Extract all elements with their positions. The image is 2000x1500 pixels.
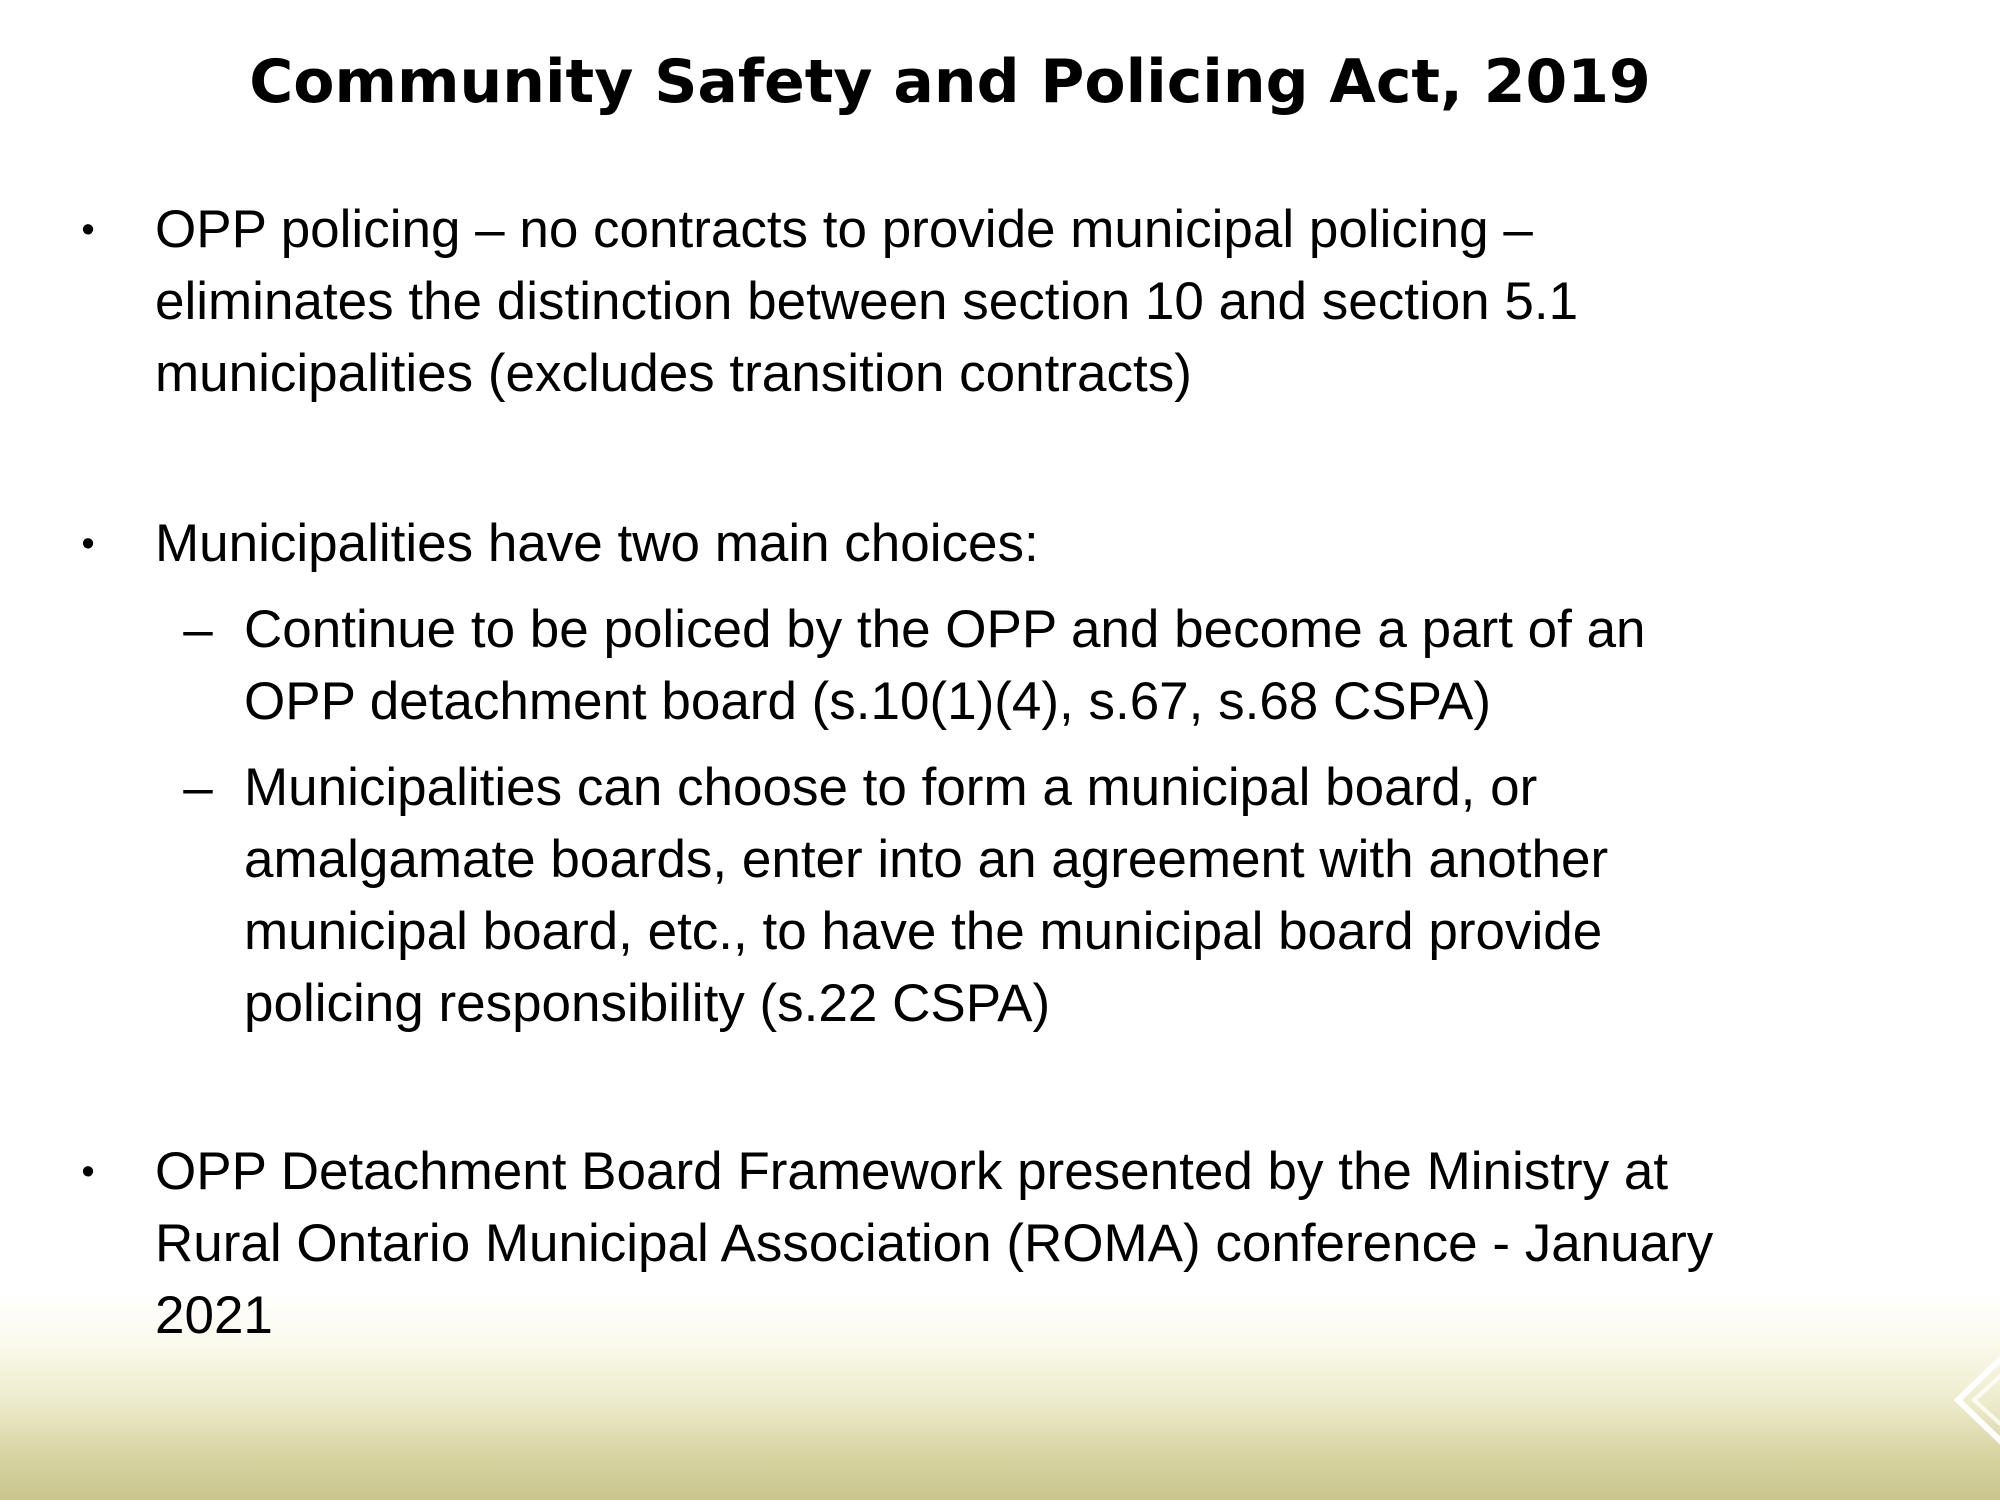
bullet-line: 2021 xyxy=(155,1286,273,1345)
chevron-decoration-icon xyxy=(1950,1340,2000,1460)
bullet-marker: • xyxy=(81,523,95,565)
sub-item-line: OPP detachment board (s.10(1)(4), s.67, s.68 CSPA) xyxy=(244,672,1492,731)
sub-item-opp-detachment xyxy=(244,594,1646,738)
sub-bullet-marker: – xyxy=(183,600,213,659)
slide-title: Community Safety and Policing Act, 2019 xyxy=(249,47,1651,117)
bullet-marker: • xyxy=(81,209,95,251)
sub-item-line: policing responsibility (s.22 CSPA) xyxy=(244,974,1051,1033)
bullet-line: eliminates the distinction between section 10 and section 5.1 xyxy=(155,272,1579,331)
sub-item-line: Continue to be policed by the OPP and become a part of an xyxy=(244,600,1646,659)
bullet-line: Municipalities have two main choices: xyxy=(155,514,1039,573)
bullet-item-framework xyxy=(155,1136,1713,1352)
sub-item-line: municipal board, etc., to have the municipal board provide xyxy=(244,902,1603,961)
bullet-marker: • xyxy=(81,1151,95,1193)
bullet-line: municipalities (excludes transition contracts) xyxy=(155,344,1192,403)
bullet-item-opp-policing xyxy=(155,194,1578,410)
bullet-line: OPP Detachment Board Framework presented by the Ministry at xyxy=(155,1142,1669,1201)
sub-item-municipal-board xyxy=(244,752,1608,1040)
bullet-line: OPP policing – no contracts to provide municipal policing – xyxy=(155,200,1533,259)
sub-item-line: Municipalities can choose to form a municipal board, or xyxy=(244,758,1538,817)
sub-bullet-marker: – xyxy=(183,758,213,817)
bullet-item-two-choices xyxy=(155,508,1039,580)
sub-item-line: amalgamate boards, enter into an agreement with another xyxy=(244,830,1609,889)
bullet-line: Rural Ontario Municipal Association (ROMA) conference - January xyxy=(155,1214,1714,1273)
